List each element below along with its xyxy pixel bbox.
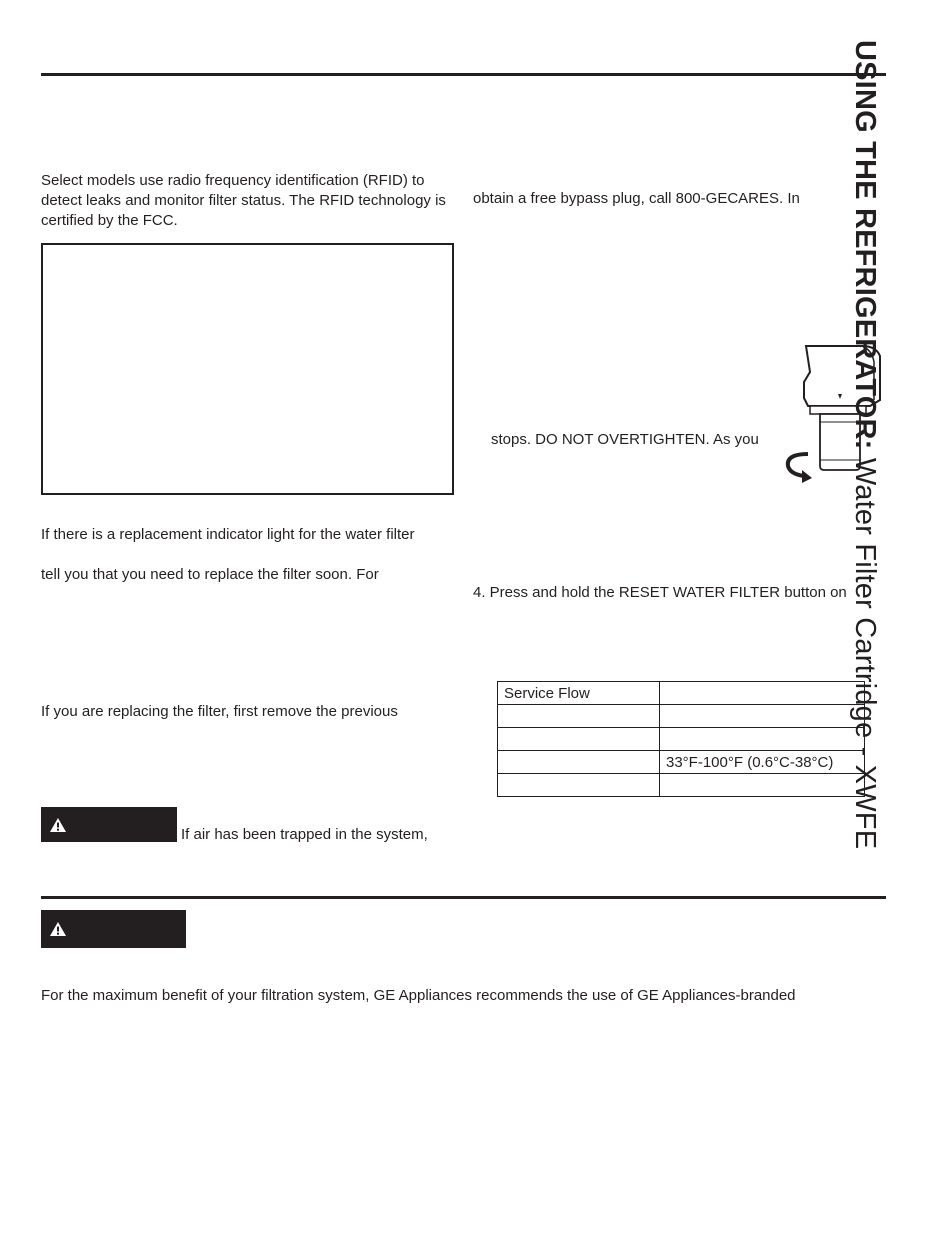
table-row — [498, 774, 865, 797]
side-title-bold: USING THE REFRIGERATOR: — [849, 40, 881, 450]
table-row — [498, 751, 865, 774]
side-section-title — [840, 40, 890, 940]
replacing-filter-text: If you are replacing the filter, first remove the previous — [41, 703, 398, 720]
table-cell — [660, 774, 865, 797]
indicator-text-line2: tell you that you need to replace the filter soon. For — [41, 566, 379, 583]
table-cell — [498, 774, 660, 797]
warning-triangle-icon — [49, 817, 67, 833]
table-cell — [660, 705, 865, 728]
table-cell — [498, 751, 660, 774]
table-cell — [660, 728, 865, 751]
warning-badge-small — [41, 807, 177, 842]
rfid-paragraph: Select models use radio frequency identification (RFID) to detect leaks and monitor filter status. The RFID technology is certified by the FCC. — [41, 172, 446, 229]
table-cell — [660, 682, 865, 705]
table-cell: 33°F-100°F (0.6°C-38°C) — [660, 751, 865, 774]
overtighten-text: stops. DO NOT OVERTIGHTEN. As you — [491, 431, 759, 448]
step4-text: 4. Press and hold the RESET WATER FILTER button on — [473, 584, 847, 601]
recommendation-paragraph: For the maximum benefit of your filtration system, GE Appliances recommends the use of GE Appliances-branded — [41, 987, 796, 1004]
table-row — [498, 682, 865, 705]
indicator-text-line1: If there is a replacement indicator light for the water filter — [41, 526, 415, 543]
top-rule — [41, 73, 886, 76]
table-cell: Service Flow — [498, 682, 660, 705]
rotate-clockwise-arrow-icon — [788, 454, 812, 483]
section-divider-rule — [41, 896, 886, 899]
table-cell — [498, 705, 660, 728]
table-cell — [498, 728, 660, 751]
warning-triangle-icon — [49, 921, 67, 937]
specs-table — [497, 681, 865, 797]
table-row — [498, 705, 865, 728]
air-trapped-text: If air has been trapped in the system, — [181, 826, 428, 843]
bypass-plug-text: obtain a free bypass plug, call 800-GECARES. In — [473, 190, 800, 207]
table-row — [498, 728, 865, 751]
warning-badge-large — [41, 910, 186, 948]
side-title-light: Water Filter Cartridge - XWFE — [849, 457, 881, 850]
notice-box — [41, 243, 454, 495]
